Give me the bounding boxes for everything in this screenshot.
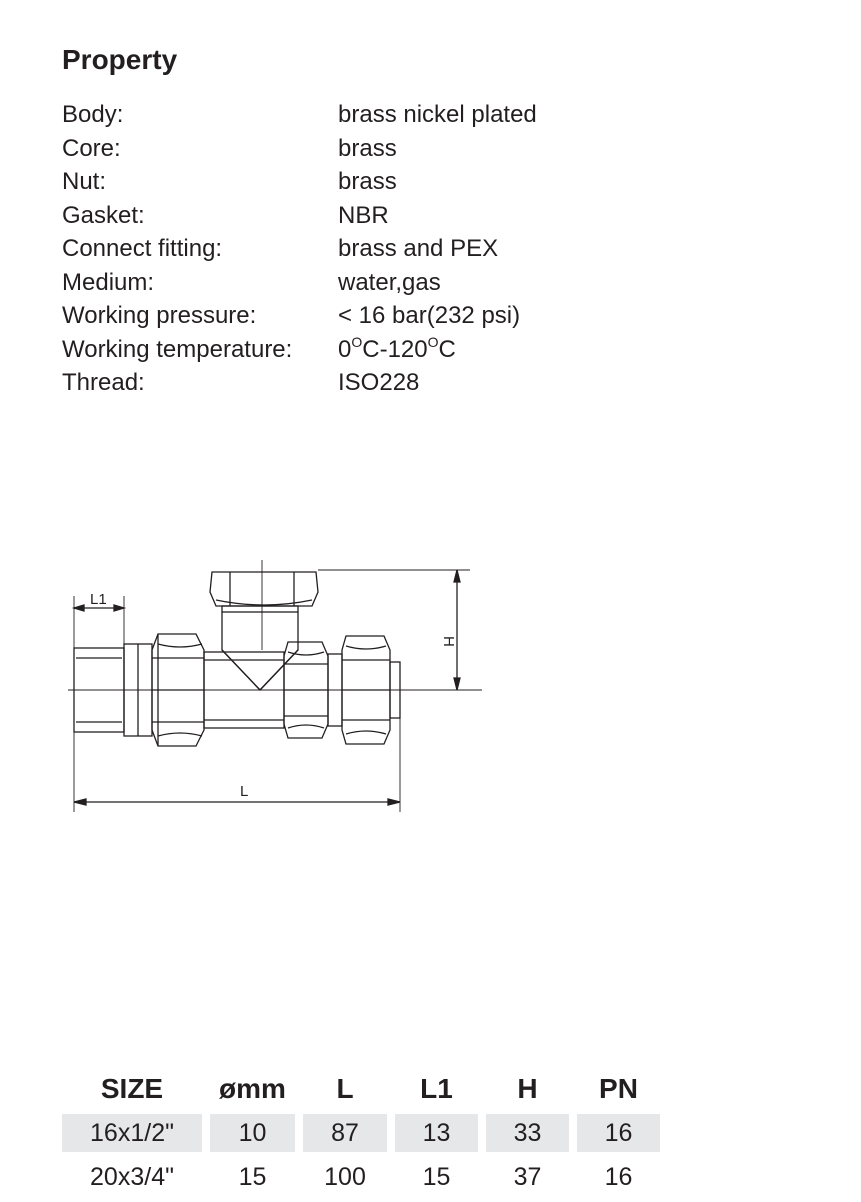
table-row xyxy=(62,1114,660,1158)
property-label: Working pressure: xyxy=(62,302,257,329)
table-cell: 13 xyxy=(395,1114,478,1152)
property-value: < 16 bar(232 psi) xyxy=(338,302,521,329)
valve-neck xyxy=(222,612,298,690)
property-label: Working temperature: xyxy=(62,335,293,363)
table-row xyxy=(62,1158,660,1202)
h-label: H xyxy=(440,636,457,647)
header-h: H xyxy=(517,1073,538,1104)
property-value: brass and PEX xyxy=(338,235,499,262)
table-cell: 15 xyxy=(422,1163,451,1191)
table-cell: 100 xyxy=(324,1163,366,1191)
spec-table xyxy=(62,1070,660,1202)
property-row-gasket xyxy=(62,199,537,233)
header-diameter: ømm xyxy=(219,1073,286,1104)
header-l: L xyxy=(336,1073,354,1104)
temp-range-sep: C-120 xyxy=(362,335,428,363)
temp-unit: C xyxy=(438,335,456,363)
property-row-body xyxy=(62,98,537,132)
temp-low: 0 xyxy=(338,335,352,363)
table-cell: 10 xyxy=(210,1114,295,1152)
property-label: Nut: xyxy=(62,168,107,195)
valve-technical-drawing xyxy=(40,540,500,840)
property-row-working-pressure xyxy=(62,299,537,333)
table-cell: 20x3/4" xyxy=(90,1163,174,1191)
property-label: Gasket: xyxy=(62,201,145,229)
l-label: L xyxy=(240,783,249,800)
property-value: brass xyxy=(338,134,397,162)
degree-mark: O xyxy=(427,333,439,350)
table-cell: 37 xyxy=(513,1163,542,1191)
property-label: Medium: xyxy=(62,268,155,296)
header-size: SIZE xyxy=(100,1073,164,1104)
header-pn: PN xyxy=(599,1073,638,1104)
property-label: Connect fitting: xyxy=(62,235,223,262)
table-cell: 15 xyxy=(238,1163,267,1191)
property-row-nut xyxy=(62,165,537,199)
table-header-row xyxy=(62,1070,660,1114)
property-value: ISO228 xyxy=(338,369,420,396)
property-label: Core: xyxy=(62,134,121,162)
property-row-core xyxy=(62,132,537,166)
l1-label: L1 xyxy=(90,591,107,608)
property-row-medium xyxy=(62,266,537,300)
property-value: brass xyxy=(338,168,397,195)
property-label: Body: xyxy=(62,101,124,128)
property-label: Thread: xyxy=(62,369,145,396)
header-l1: L1 xyxy=(420,1073,453,1104)
property-value: water,gas xyxy=(338,268,441,296)
property-value xyxy=(338,333,456,367)
table-cell: 16 xyxy=(577,1114,660,1152)
property-value: NBR xyxy=(338,201,389,229)
property-row-working-temperature xyxy=(62,333,537,367)
property-row-connect-fitting xyxy=(62,232,537,266)
top-cap-nut xyxy=(210,572,318,606)
property-row-thread xyxy=(62,366,537,400)
section-title: Property xyxy=(62,44,178,75)
table-cell: 33 xyxy=(486,1114,569,1152)
degree-mark: O xyxy=(351,333,363,350)
table-cell: 87 xyxy=(303,1114,387,1152)
table-cell: 16x1/2" xyxy=(62,1114,202,1152)
table-cell: 16 xyxy=(604,1163,633,1191)
property-value: brass nickel plated xyxy=(338,101,537,128)
property-list xyxy=(62,98,537,400)
